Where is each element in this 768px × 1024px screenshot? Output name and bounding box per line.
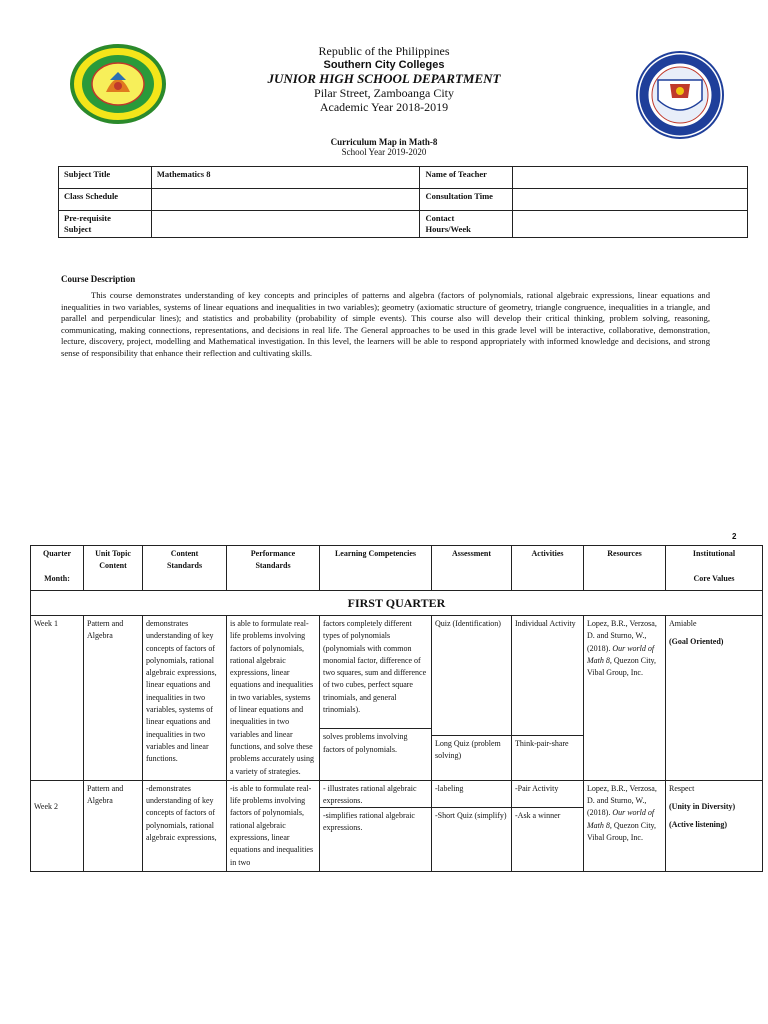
page-number: 2: [732, 532, 737, 541]
competencies-cell: [320, 780, 432, 871]
course-description-title: Course Description: [61, 274, 136, 284]
core-value: Amiable: [669, 619, 697, 628]
subject-info-table: [58, 166, 748, 238]
teacher-value: [513, 167, 748, 189]
resource-book-title: Our world of Math 8,: [587, 643, 655, 665]
contact-label: [420, 211, 513, 238]
col-quarter: [31, 546, 84, 591]
week-cell: Week 2: [31, 780, 84, 871]
teacher-label: Name of Teacher: [420, 167, 513, 189]
core-values-cell: [666, 616, 763, 781]
assessment-cell: [432, 780, 512, 871]
col-content-line2: Standards: [166, 561, 203, 571]
subject-title-label: Subject Title: [59, 167, 152, 189]
assessment-cell: [432, 616, 512, 781]
performance-cell: -is able to formulate real-life problems involving factors of polynomials, rational algebraic expressions, linear equations and inequalities in two: [227, 780, 320, 871]
col-resources: Resources: [584, 546, 666, 591]
competency-item: solves problems involving factors of polynomials.: [320, 728, 431, 756]
col-content-line1: Content: [170, 549, 199, 558]
col-quarter-line1: Quarter: [43, 549, 71, 558]
school-address: Pilar Street, Zamboanga City: [314, 86, 454, 100]
performance-cell: is able to formulate real-life problems involving factors of polynomials, rational algebraic expressions, linear equations and inequalities in two variables, systems of linear equations and inequalities in two variables and linear functions, and solve these problems accurately using a variety of strategies.: [227, 616, 320, 781]
document-header: [0, 44, 768, 114]
curriculum-map-table: [30, 545, 763, 872]
prereq-label: [59, 211, 152, 238]
core-value-detail: (Unity in Diversity): [669, 802, 736, 812]
contact-value: [513, 211, 748, 238]
course-description-body: This course demonstrates understanding of key concepts and principles of patterns and algebra (factors of polynomials, rational algebraic expressions, linear equations and inequalities in two variables, systems of linear equations and inequalities in two variables); geometry (axiomatic structure of geometry, triangle congruence, inequalities in a triangle, and parallel and perpendicular lines); and statistics and probability (probability of simple events). This course also will develop their critical thinking, problem solving, reasoning, communicating, making connections, representations, and decisions in real life. The General approaches to be used in this grade level will be interactive, collaborative, demonstration, lecture, discovery, project, modelling and Mathematical investigation. In this level, the learners will be able to respond appropriately with informed knowledge and decisions, and strong sense of responsibility that enhance their reflection and cultivating skills.: [61, 290, 710, 358]
col-learning-competencies: Learning Competencies: [320, 546, 432, 591]
col-quarter-line2: Month:: [44, 573, 70, 583]
activity-item: -Ask a winner: [512, 807, 583, 822]
contact-label-line2: Hours/Week: [425, 224, 471, 234]
resource-book-title: Our world of Math 8,: [587, 808, 655, 830]
col-icv-line2: Core Values: [693, 573, 735, 583]
assessment-item: -labeling: [435, 783, 464, 793]
prereq-label-line1: Pre-requisite: [64, 213, 111, 223]
consultation-value: [513, 189, 748, 211]
col-performance-standards: [227, 546, 320, 591]
activity-item: Think-pair-share: [512, 735, 583, 750]
col-assessment: Assessment: [432, 546, 512, 591]
quarter-row: [31, 591, 763, 616]
contact-label-line1: Contact: [425, 213, 455, 223]
core-value: Respect: [669, 783, 695, 793]
table-row: [31, 780, 763, 871]
resources-cell: [584, 616, 666, 781]
activity-item: Individual Activity: [515, 619, 576, 628]
core-value-detail: (Active listening): [669, 820, 727, 830]
subject-title-value: Mathematics 8: [151, 167, 420, 189]
schedule-value: [151, 189, 420, 211]
school-name: Southern City Colleges: [323, 59, 445, 71]
school-year: School Year 2019-2020: [341, 147, 427, 157]
col-unit-line2: Content: [99, 561, 127, 571]
col-core-values: [666, 546, 763, 591]
competency-item: factors completely different types of polynomials (polynomials with common monomial factor, difference of two squares, sum and difference of two cubes, perfect square trinomials, and general trinomials).: [323, 619, 427, 715]
assessment-item: -Short Quiz (simplify): [432, 807, 511, 822]
resource-publisher: Quezon City, Vibal Group, Inc.: [587, 820, 657, 843]
resource-author: Lopez, B.R., Verzosa, D. and Sturno, W., (2018).: [587, 783, 657, 818]
competencies-cell: [320, 616, 432, 781]
content-cell: demonstrates understanding of key concepts of factors of polynomials, rational algebraic expressions, linear equations and inequalities in two variables, systems of linear equations and inequalities in two variables and linear functions.: [143, 616, 227, 781]
competency-item: - illustrates rational algebraic expressions.: [323, 783, 417, 806]
col-unit-line1: Unit Topic: [95, 549, 131, 558]
col-perf-line2: Standards: [255, 561, 291, 571]
department-name: JUNIOR HIGH SCHOOL DEPARTMENT: [267, 71, 501, 86]
competency-item: -simplifies rational algebraic expressions.: [320, 807, 431, 835]
quarter-title: FIRST QUARTER: [31, 591, 763, 616]
republic-line: Republic of the Philippines: [318, 44, 450, 58]
core-values-cell: [666, 780, 763, 871]
col-icv-line1: Institutional: [692, 549, 736, 558]
unit-cell: Pattern and Algebra: [84, 616, 143, 781]
activities-cell: [512, 616, 584, 781]
prereq-label-line2: Subject: [64, 224, 92, 234]
content-cell: -demonstrates understanding of key concepts of factors of polynomials, rational algebraic expressions,: [143, 780, 227, 871]
schedule-label: Class Schedule: [59, 189, 152, 211]
assessment-item: Quiz (Identification): [435, 619, 501, 628]
assessment-item: Long Quiz (problem solving): [432, 735, 511, 763]
resource-publisher: Quezon City, Vibal Group, Inc.: [587, 655, 657, 678]
col-perf-line1: Performance: [250, 549, 296, 558]
prereq-value: [151, 211, 420, 238]
col-content-standards: [143, 546, 227, 591]
academic-year: Academic Year 2018-2019: [319, 100, 449, 114]
table-header-row: [31, 546, 763, 591]
document-title: Curriculum Map in Math-8: [330, 137, 438, 147]
col-unit-topic: [84, 546, 143, 591]
col-activities: Activities: [512, 546, 584, 591]
table-row: [31, 616, 763, 781]
resource-author: Lopez, B.R., Verzosa, D. and Sturno, W., (2018).: [587, 619, 657, 653]
resources-cell: [584, 780, 666, 871]
core-value-detail: (Goal Oriented): [669, 637, 724, 647]
week-cell: Week 1: [31, 616, 84, 781]
unit-cell: Pattern and Algebra: [84, 780, 143, 871]
activity-item: -Pair Activity: [515, 783, 559, 793]
consultation-label: Consultation Time: [420, 189, 513, 211]
activities-cell: [512, 780, 584, 871]
